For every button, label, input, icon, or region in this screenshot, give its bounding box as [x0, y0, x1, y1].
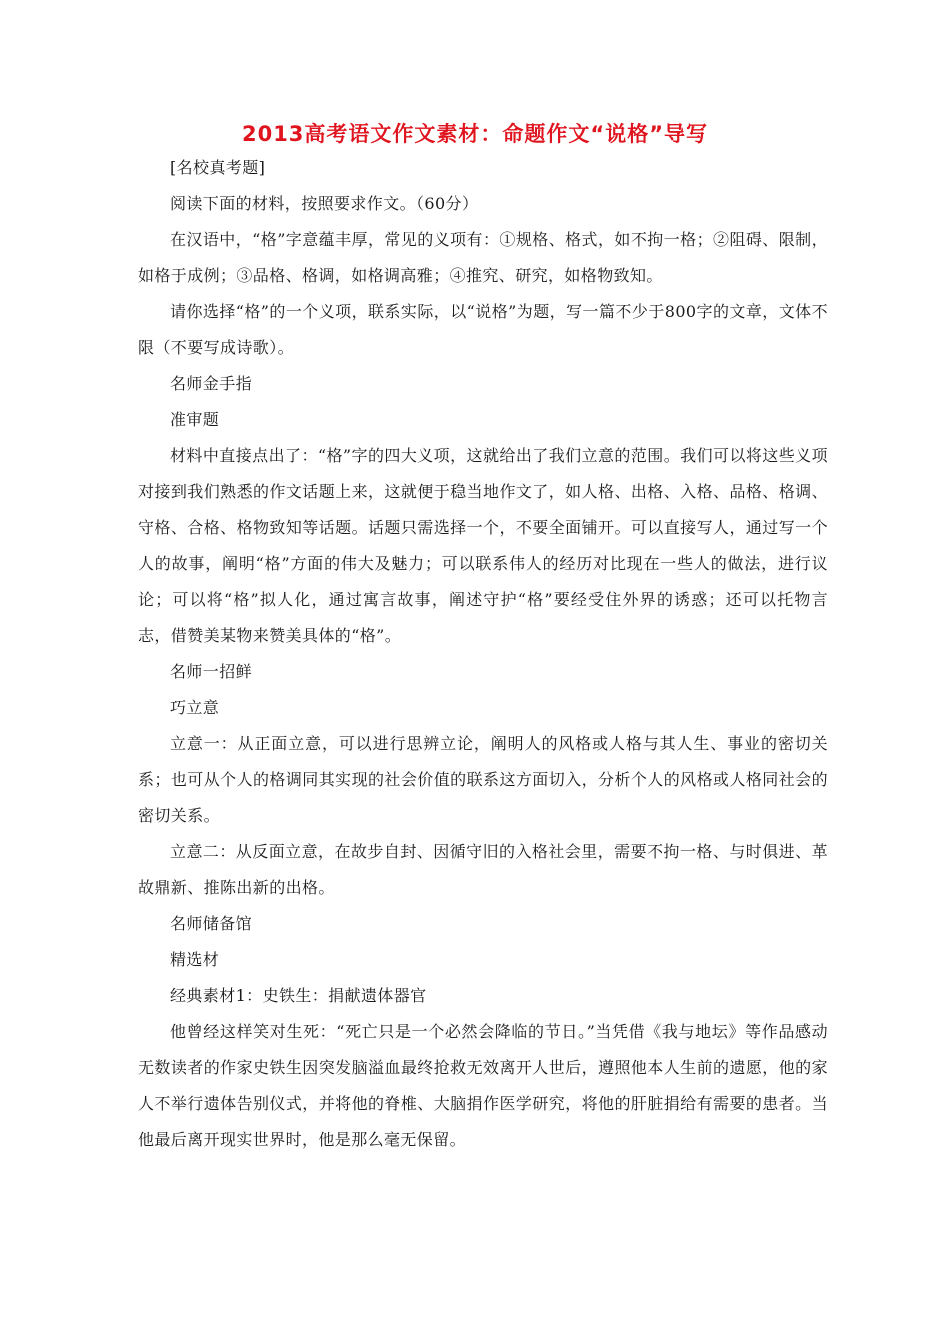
- theme-two-paragraph: 立意二：从反面立意，在故步自封、因循守旧的入格社会里，需要不拘一格、与时俱进、革故鼎新、推陈出新的出格。: [138, 842, 828, 897]
- material-one-heading: 经典素材1：史铁生：捐献遗体器官: [170, 986, 427, 1005]
- subheading-topic-analysis: 准审题: [170, 410, 220, 429]
- material-paragraph: 在汉语中，“格”字意蕴丰厚，常见的义项有：①规格、格式，如不拘一格；②阻碍、限制，如格于成例；③品格、格调，如格调高雅；④推究、研究，如格物致知。: [138, 230, 828, 285]
- requirement-paragraph: 请你选择“格”的一个义项，联系实际，以“说格”为题，写一篇不少于800字的文章，文体不限（不要写成诗歌）。: [138, 302, 828, 357]
- document-body: [138, 150, 828, 1158]
- analysis-paragraph: 材料中直接点出了：“格”字的四大义项，这就给出了我们立意的范围。我们可以将这些义项对接到我们熟悉的作文话题上来，这就便于稳当地作文了，如人格、出格、入格、品格、格调、守格、合格、格物致知等话题。话题只需选择一个，不要全面铺开。可以直接写人，通过写一个人的故事，阐明“格”方面的伟大及魅力；可以联系伟人的经历对比现在一些人的做法，进行议论；可以将“格”拟人化，通过寓言故事，阐述守护“格”要经受住外界的诱惑；还可以托物言志，借赞美某物来赞美具体的“格”。: [138, 446, 828, 645]
- subheading-materials: 精选材: [170, 950, 220, 969]
- instruction-paragraph: 阅读下面的材料，按照要求作文。（60分）: [170, 194, 479, 213]
- material-one-paragraph: 他曾经这样笑对生死：“死亡只是一个必然会降临的节日。”当凭借《我与地坛》等作品感动无数读者的作家史铁生因突发脑溢血最终抢救无效离开人世后，遵照他本人生前的遗愿，他的家人不举行遗体告别仪式，并将他的脊椎、大脑捐作医学研究，将他的肝脏捐给有需要的患者。当他最后离开现实世界时，他是那么毫无保留。: [138, 1022, 828, 1149]
- page-title: 2013高考语文作文素材：命题作文“说格”导写: [241, 122, 709, 146]
- section-heading-trick: 名师一招鲜: [170, 662, 253, 681]
- section-heading-reserve: 名师储备馆: [170, 914, 253, 933]
- subheading-theme: 巧立意: [170, 698, 220, 717]
- section-heading-tips: 名师金手指: [170, 374, 253, 393]
- theme-one-paragraph: 立意一：从正面立意，可以进行思辨立论，阐明人的风格或人格与其人生、事业的密切关系；也可从个人的格调同其实现的社会价值的联系这方面切入，分析个人的风格或人格同社会的密切关系。: [138, 734, 828, 825]
- section-label-exam: [名校真考题]: [170, 158, 266, 177]
